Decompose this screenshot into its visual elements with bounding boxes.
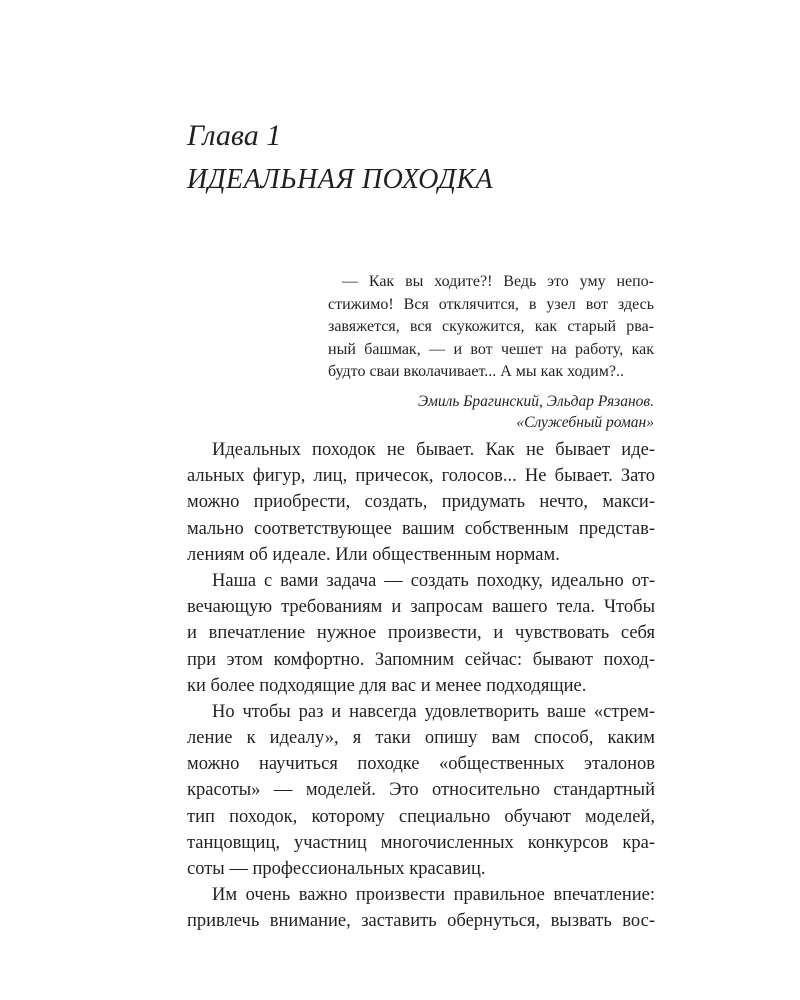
chapter-label: Глава 1: [187, 119, 282, 152]
epigraph-line: ный башмак, — и вот чешет на работу, как: [328, 340, 654, 358]
paragraph-line: Им очень важно произвести правильное впечатление:: [212, 885, 655, 906]
paragraph-line: вечающую требованиям и запросам вашего тела. Чтобы: [187, 597, 655, 618]
paragraph-line: лениям об идеале. Или общественным нормам.: [187, 544, 560, 565]
paragraph-line: Наша с вами задача — создать походку, идеально от-: [212, 570, 655, 591]
epigraph-work-title: «Служебный роман»: [516, 413, 654, 431]
paragraph-line: при этом комфортно. Запомним сейчас: бывают поход-: [187, 649, 655, 670]
paragraph-line: мально соответствующее вашим собственным представ-: [187, 518, 655, 539]
paragraph-line: тип походок, которому специально обучают моделей,: [187, 806, 655, 827]
epigraph-line: завяжется, вся скукожится, как старый рва-: [328, 318, 654, 336]
paragraph-line: можно приобрести, создать, придумать нечто, макси-: [187, 492, 655, 513]
body-text: [187, 437, 655, 935]
paragraph-line: привлечь внимание, заставить обернуться, вызвать вос-: [187, 911, 655, 932]
chapter-title: ИДЕАЛЬНАЯ ПОХОДКА: [187, 164, 494, 195]
epigraph-line: стижимо! Вся отклячится, в узел вот здесь: [328, 295, 654, 313]
paragraph-line: альных фигур, лиц, причесок, голосов... Не бывает. Зато: [187, 466, 655, 487]
paragraph-line: красоты» — моделей. Это относительно стандартный: [187, 780, 655, 801]
paragraph-line: ки более подходящие для вас и менее подходящие.: [187, 675, 587, 696]
epigraph-line: — Как вы ходите?! Ведь это уму непо-: [342, 273, 654, 290]
epigraph: [328, 271, 654, 433]
paragraph-line: Но чтобы раз и навсегда удовлетворить ваше «стрем-: [212, 701, 655, 722]
paragraph-line: соты — профессиональных красавиц.: [187, 859, 486, 879]
paragraph-line: танцовщиц, участниц многочисленных конкурсов кра-: [187, 832, 655, 853]
paragraph-line: и впечатление нужное произвести, и чувствовать себя: [187, 623, 655, 644]
epigraph-line: будто сваи вколачивает... А мы как ходим?..: [328, 363, 624, 381]
paragraph-line: можно научиться походке «общественных эталонов: [187, 754, 655, 775]
paragraph-line: ление к идеалу», я таки опишу вам способ, каким: [187, 728, 655, 749]
epigraph-authors: Эмиль Брагинский, Эльдар Рязанов.: [418, 392, 654, 410]
paragraph-line: Идеальных походок не бывает. Как не бывает иде-: [212, 440, 655, 460]
